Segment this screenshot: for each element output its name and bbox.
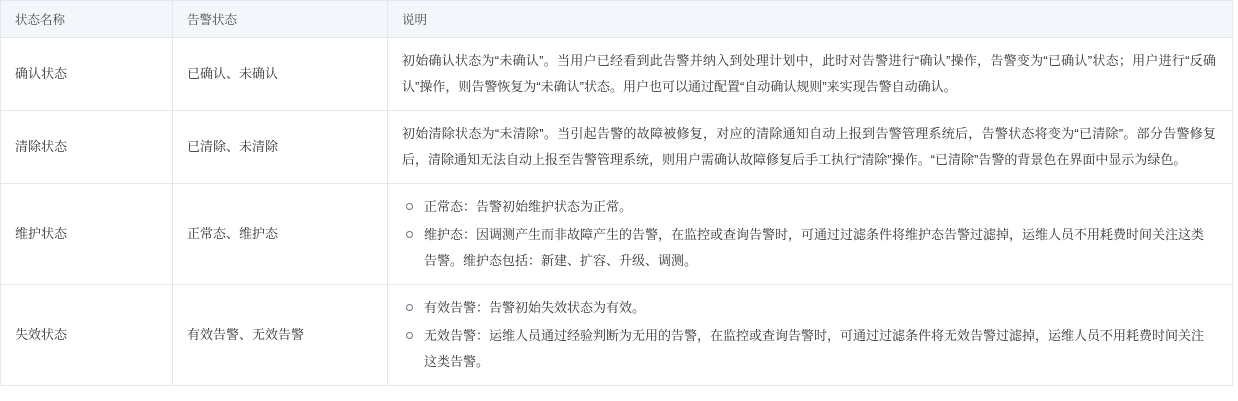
cell-status-name: 确认状态 bbox=[1, 38, 173, 111]
cell-description bbox=[388, 38, 1233, 111]
description-list bbox=[402, 194, 1216, 274]
cell-alarm-status: 有效告警、无效告警 bbox=[173, 285, 388, 386]
cell-description bbox=[388, 184, 1233, 285]
list-item bbox=[402, 295, 1216, 321]
table-row bbox=[1, 184, 1233, 285]
list-item-text: 维护态：因调测产生而非故障产生的告警，在监控或查询告警时，可通过过滤条件将维护态告警过滤掉，运维人员不用耗费时间关注这类告警。维护态包括：新建、扩容、升级、调测。 bbox=[424, 227, 1205, 268]
list-item bbox=[402, 323, 1216, 375]
table-header-row bbox=[1, 1, 1233, 38]
column-header-status-name: 状态名称 bbox=[1, 1, 173, 38]
cell-description bbox=[388, 285, 1233, 386]
description-list bbox=[402, 295, 1216, 375]
table-row bbox=[1, 111, 1233, 184]
cell-alarm-status: 正常态、维护态 bbox=[173, 184, 388, 285]
list-item-text: 有效告警：告警初始失效状态为有效。 bbox=[424, 300, 646, 315]
column-header-description: 说明 bbox=[388, 1, 1233, 38]
list-item bbox=[402, 194, 1216, 220]
list-item-text: 正常态：告警初始维护状态为正常。 bbox=[424, 199, 633, 214]
table-body bbox=[1, 38, 1233, 386]
list-item-text: 无效告警：运维人员通过经验判断为无用的告警，在监控或查询告警时，可通过过滤条件将无效告警过滤掉，运维人员不用耗费时间关注这类告警。 bbox=[424, 328, 1205, 369]
cell-status-name: 维护状态 bbox=[1, 184, 173, 285]
circle-bullet-icon bbox=[406, 231, 413, 238]
circle-bullet-icon bbox=[406, 203, 413, 210]
cell-alarm-status: 已清除、未清除 bbox=[173, 111, 388, 184]
table-row bbox=[1, 285, 1233, 386]
list-item bbox=[402, 222, 1216, 274]
description-paragraph: 初始确认状态为“未确认”。当用户已经看到此告警并纳入到处理计划中，此时对告警进行“确认”操作，告警变为“已确认”状态；用户进行“反确认”操作，则告警恢复为“未确认”状态。用户也可以通过配置“自动确认规则”来实现告警自动确认。 bbox=[402, 53, 1216, 94]
circle-bullet-icon bbox=[406, 304, 413, 311]
table-row bbox=[1, 38, 1233, 111]
circle-bullet-icon bbox=[406, 332, 413, 339]
cell-status-name: 清除状态 bbox=[1, 111, 173, 184]
cell-status-name: 失效状态 bbox=[1, 285, 173, 386]
cell-description bbox=[388, 111, 1233, 184]
column-header-alarm-status: 告警状态 bbox=[173, 1, 388, 38]
description-paragraph: 初始清除状态为“未清除”。当引起告警的故障被修复，对应的清除通知自动上报到告警管理系统后，告警状态将变为“已清除”。部分告警修复后，清除通知无法自动上报至告警管理系统，则用户需确认故障修复后手工执行“清除”操作。“已清除”告警的背景色在界面中显示为绿色。 bbox=[402, 126, 1216, 167]
table-header bbox=[1, 1, 1233, 38]
cell-alarm-status: 已确认、未确认 bbox=[173, 38, 388, 111]
